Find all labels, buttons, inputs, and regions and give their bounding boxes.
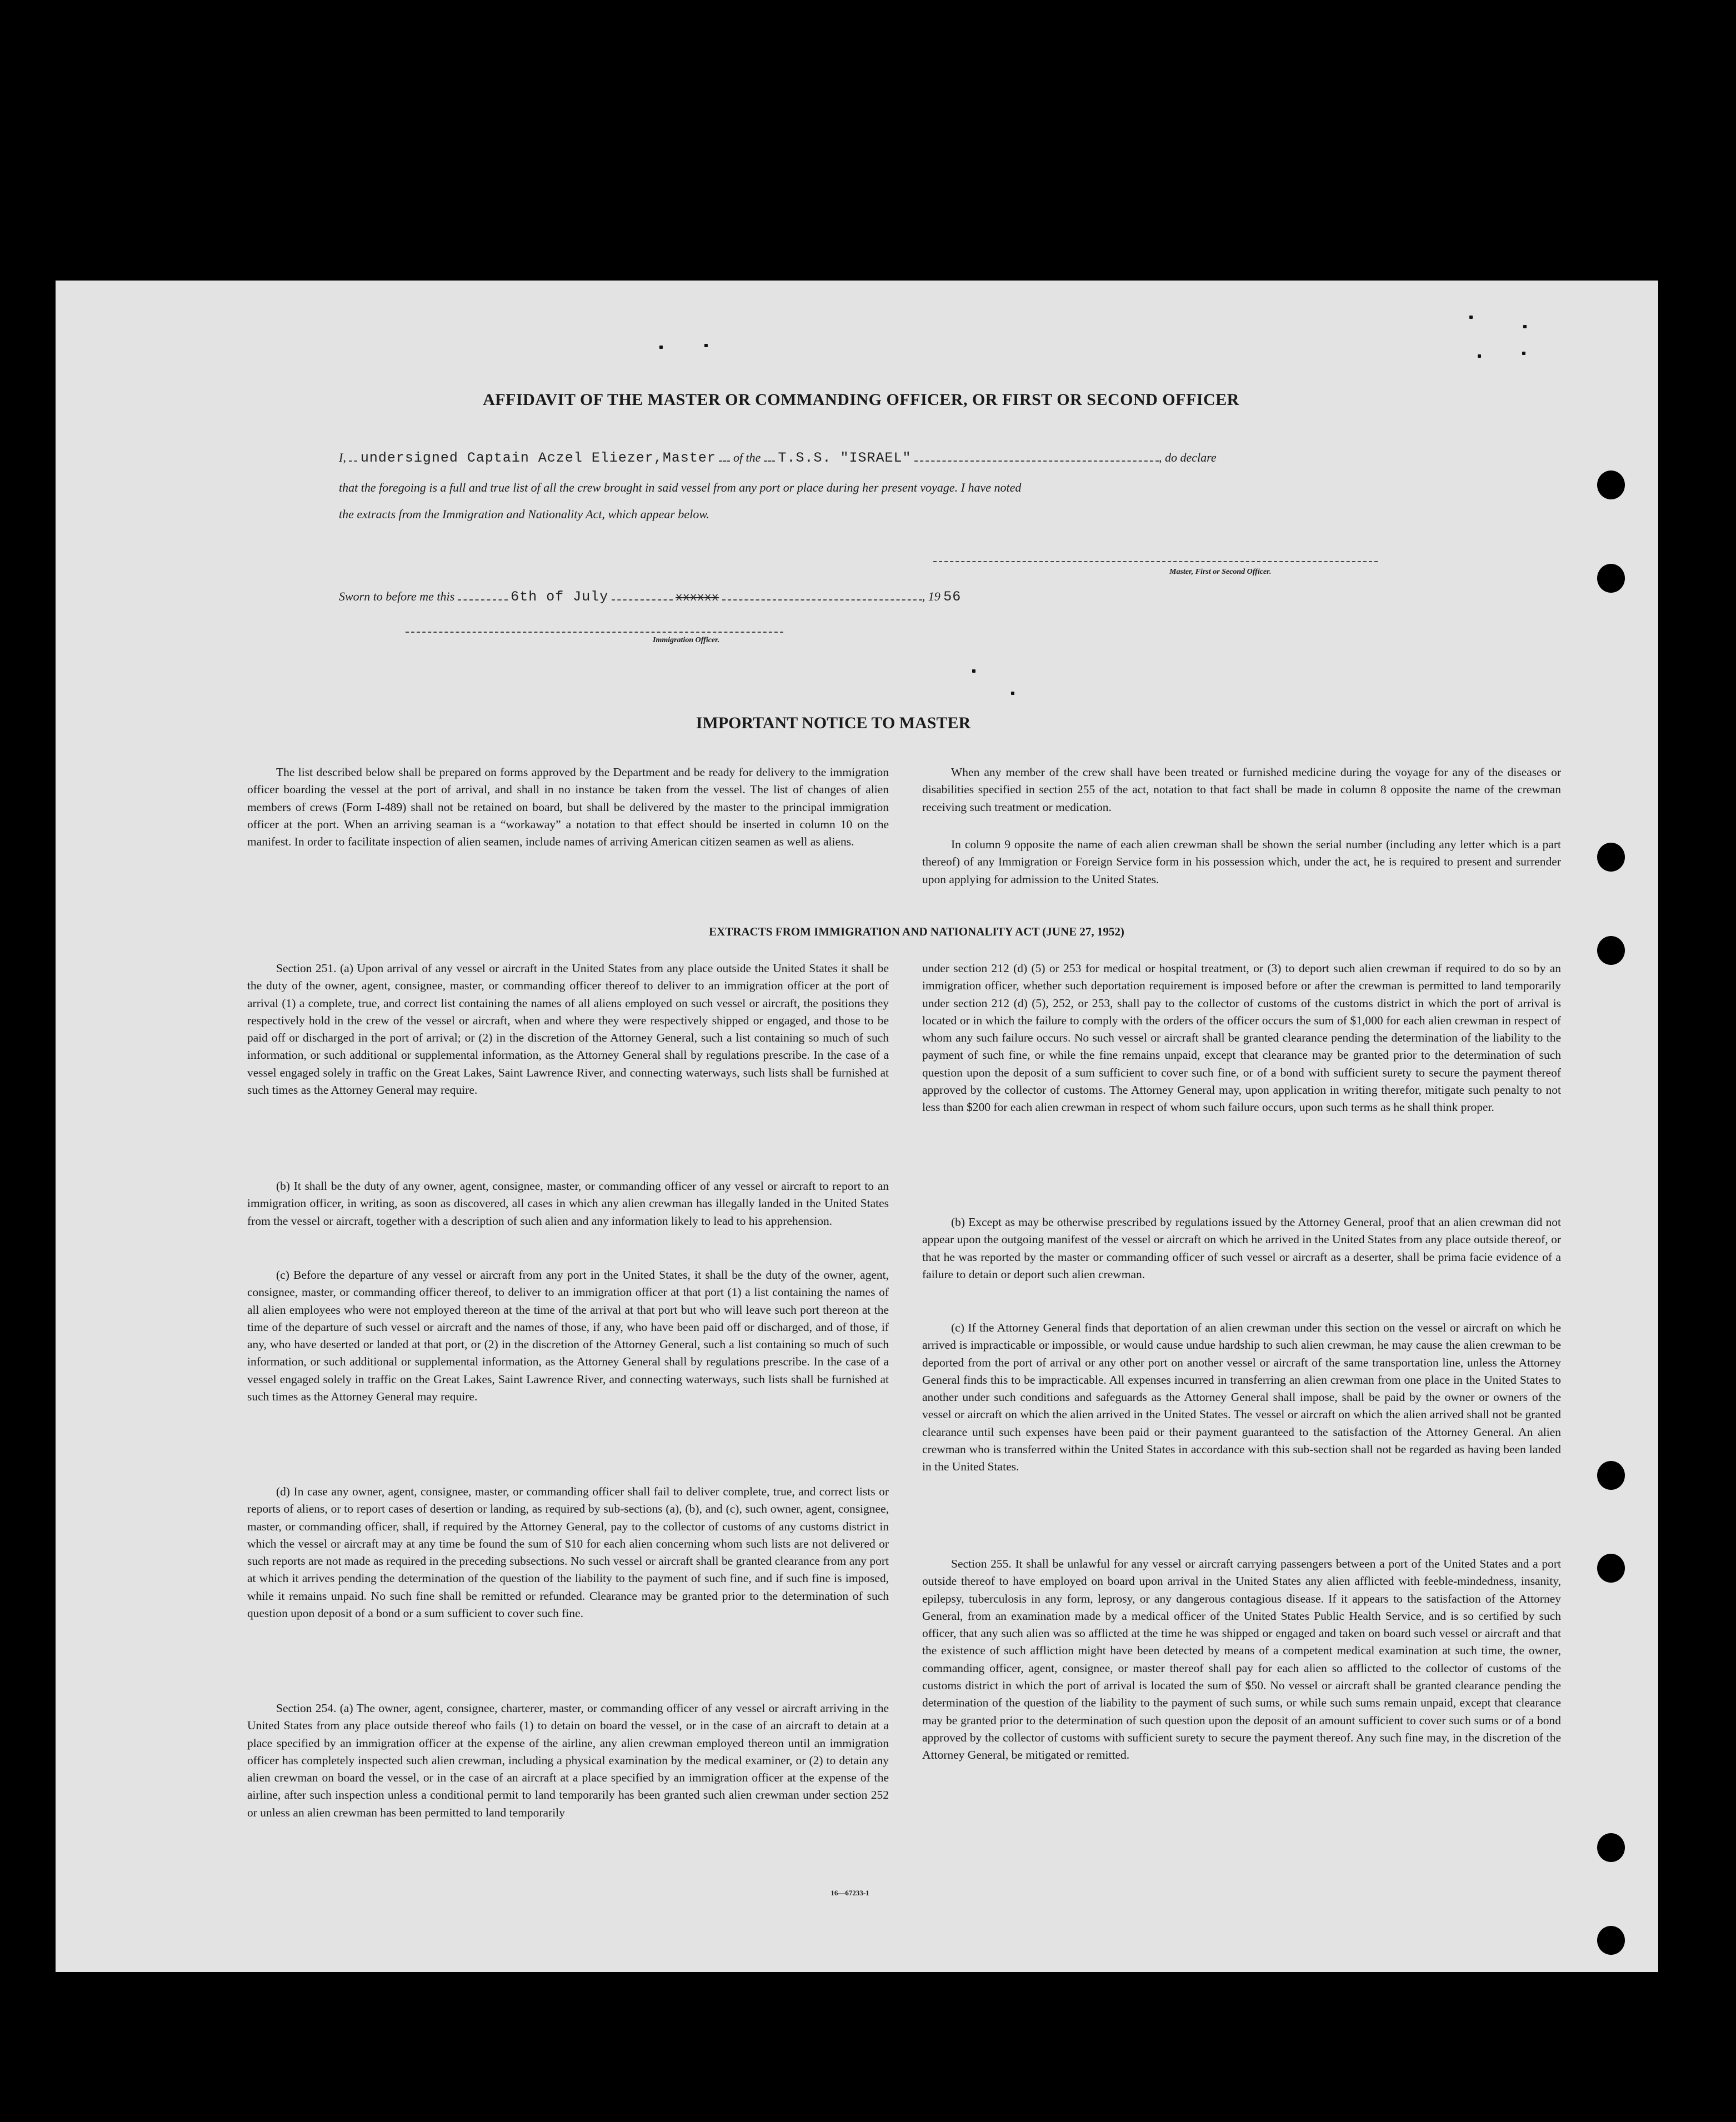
punch-hole xyxy=(1597,564,1625,593)
notice-right-paragraph: When any member of the crew shall have been treated or furnished medicine during the voyage for any of the diseases or disabilities specified in section 255 of the act, notation to that fact shall be made in column 8 opposite the name of the crewman receiving such treatment or medication. xyxy=(922,765,1561,814)
scan-speck xyxy=(659,346,663,349)
year-value: 56 xyxy=(943,589,962,605)
do-declare-label: do declare xyxy=(1164,451,1217,464)
scan-speck xyxy=(1478,354,1481,358)
sworn-date: 6th of July xyxy=(511,589,609,605)
master-signature-caption: Master, First or Second Officer. xyxy=(1169,568,1272,576)
punch-hole xyxy=(1597,843,1625,872)
scan-speck xyxy=(704,344,708,347)
immigration-officer-line xyxy=(406,632,783,633)
scan-speck xyxy=(1011,692,1014,695)
affidavit-title: AFFIDAVIT OF THE MASTER OR COMMANDING OFFICER, OR FIRST OR SECOND OFFICER xyxy=(483,391,1239,409)
notice-right-paragraph: In column 9 opposite the name of each alien crewman shall be shown the serial number (including any letter which is a part thereof) of any Immigration or Foreign Service form in his possession which, under the act, he is required to present and surrender upon applying for admission to the United States. xyxy=(922,838,1561,886)
section-255: Section 255. It shall be unlawful for any vessel or aircraft carrying passengers between a port of the United States and a port outside thereof to have employed on board upon arrival in the United States any alien afflicted with feeble-mindedness, insanity, epilepsy, tuberculosis in any form, leprosy, or any dangerous contagious disease. If it appears to the satisfaction of the Attorney General, from an examination made by a medical officer of the United States Public Health Service, and is so certified by such officer, that any such alien was so afflicted at the time he was shipped or engaged and taken on board such vessel or aircraft and that the existence of such affliction might have been detected by means of a competent medical examination at such time, the owner, commanding officer, agent, consignee, or master thereof shall pay for each alien so afflicted to the collector of customs of the customs district in which the port of arrival is located the sum of $50. No vessel or aircraft shall be granted clearance pending the determination of the question of the liability to the payment of such sums, or while such sums remain unpaid, except that clearance may be granted prior to the determination of such question upon the deposit of an amount sufficient to cover such sums or of a bond approved by the collector of customs with sufficient surety to secure the payment thereof. Any such fine may, in the discretion of the Attorney General, be mitigated or remitted. xyxy=(922,1557,1561,1762)
section-254b: (b) Except as may be otherwise prescribed by regulations issued by the Attorney General, proof that an alien crewman did not appear upon the outgoing manifest of the vessel or aircraft on which he arrived in the United States from any place outside thereof, or that he was reported by the master or commanding officer of such vessel or aircraft as a deserter, shall be prima facie evidence of a failure to detain or deport such alien crewman. xyxy=(922,1215,1561,1281)
scan-speck xyxy=(972,669,975,673)
declaration-text: the extracts from the Immigration and Nationality Act, which appear below. xyxy=(339,507,709,521)
section-251b: (b) It shall be the duty of any owner, agent, consignee, master, or commanding officer of any vessel or aircraft to report to an immigration officer, in writing, as soon as discovered, all cases in which any alien crewman has illegally landed in the United States from the vessel or aircraft, together with a description of such alien and any information likely to lead to his apprehension. xyxy=(247,1179,889,1228)
section-251c: (c) Before the departure of any vessel or aircraft from any port in the United States, it shall be the duty of the owner, agent, consignee, master, or commanding officer thereof, to deliver to an immigration officer at that port (1) a list containing the names of all alien employees who were not employed thereon at the time of the arrival at that port but who will leave such port thereon at the time of the departure of such vessel or aircraft and the names of those, if any, who have been paid off or discharged, and of those, if any, who have deserted or landed at that port, or (2) in the discretion of the Attorney General, such a list containing so much of such information, or such additional or supplemental information, as the Attorney General shall by regulations prescribe. In the case of a vessel engaged solely in traffic on the Great Lakes, Saint Lawrence River, and connecting waterways, such lists shall be furnished at such times as the Attorney General may require. xyxy=(247,1268,889,1404)
sworn-prefix: Sworn to before me this xyxy=(339,589,455,603)
declaration-text: that the foregoing is a full and true list of all the crew brought in said vessel from any port or place during her present voyage. I have noted xyxy=(339,481,1022,494)
punch-hole xyxy=(1597,936,1625,965)
punch-hole xyxy=(1597,1461,1625,1490)
document-sheet xyxy=(56,281,1658,1972)
punch-hole xyxy=(1597,1926,1625,1955)
scan-speck xyxy=(1522,352,1525,355)
immigration-officer-caption: Immigration Officer. xyxy=(653,636,720,644)
form-number: 16—67233-1 xyxy=(831,1889,869,1897)
scan-speck xyxy=(1469,316,1473,319)
scan-speck xyxy=(1523,325,1527,328)
master-signature-line xyxy=(933,561,1378,562)
of-the-label: of the xyxy=(733,451,761,464)
notice-left-paragraph: The list described below shall be prepared on forms approved by the Department and be ready for delivery to the immigration officer boarding the vessel at the port of arrival, and shall in no instance be taken from the vessel. The list of changes of alien members of crews (Form I-489) shall not be retained on board, but shall be delivered by the master to the principal immigration officer at the port. When an arriving seaman is a “workaway” a notation to that effect should be inserted in column 10 on the manifest. In order to facilitate inspection of alien seamen, include names of arriving American citizen seamen as well as aliens. xyxy=(247,765,889,849)
year-prefix: 19 xyxy=(928,589,940,603)
punch-hole xyxy=(1597,1554,1625,1583)
section-251a: Section 251. (a) Upon arrival of any vessel or aircraft in the United States from any place outside the United States it shall be the duty of the owner, agent, consignee, master, or commanding officer thereof to deliver to an immigration officer at the port of arrival (1) a complete, true, and correct list containing the names of all aliens employed on such vessel or aircraft, the positions they respectively hold in the crew of the vessel or aircraft, when and where they were respectively shipped or engaged, and those to be paid off or discharged in the port of arrival; or (2) in the discretion of the Attorney General, such a list containing so much of such information, or such additional or supplemental information, as the Attorney General shall by regulations prescribe. In the case of a vessel engaged solely in traffic on the Great Lakes, Saint Lawrence River, and connecting waterways, such lists shall be furnished at such times as the Attorney General may require. xyxy=(247,962,889,1097)
section-251d: (d) In case any owner, agent, consignee, master, or commanding officer shall fail to deliver complete, true, and correct lists or reports of aliens, or to report cases of desertion or landing, as required by sub-sections (a), (b), and (c), such owner, agent, consignee, master, or commanding officer, shall, if required by the Attorney General, pay to the collector of customs of any customs district in which the vessel or aircraft may at any time be found the sum of $10 for each alien concerning whom such lists are not delivered or such reports are not made as required in the preceding subsections. No such vessel or aircraft shall be granted clearance from any port at which it arrives pending the determination of the question of the liability to the payment of such fine, and if such fine is imposed, while it remains unpaid. No such fine shall be remitted or refunded. Clearance may be granted prior to the determination of such question upon deposit of a bond or a sum sufficient to cover such fine. xyxy=(247,1485,889,1620)
section-254c: (c) If the Attorney General finds that deportation of an alien crewman under this section on the vessel or aircraft on which he arrived is impracticable or impossible, or would cause undue hardship to such alien crewman, he may cause the alien crewman to be deported from the port of arrival or any other port on another vessel or aircraft of the same transportation line, unless the Attorney General finds this to be impracticable. All expenses incurred in transferring an alien crewman from one place in the United States to another under such conditions and safeguards as the Attorney General shall impose, shall be paid by the owner or owners of the vessel or aircraft on which the alien arrived in the United States. The vessel or aircraft on which the alien arrived shall not be granted clearance until such expenses have been paid or their payment guaranteed to the satisfaction of the Attorney General. An alien crewman who is transferred within the United States in accordance with this sub-section shall not be regarded as having been landed in the United States. xyxy=(922,1321,1561,1474)
declaration-line: I, undersigned Captain Aczel Eliezer,Master of the T.S.S. "ISRAEL" , do declare xyxy=(339,450,1217,466)
struck-text: xxxxxx xyxy=(676,592,719,604)
vessel-name: T.S.S. "ISRAEL" xyxy=(778,450,912,466)
punch-hole xyxy=(1597,1833,1625,1862)
extracts-title: EXTRACTS FROM IMMIGRATION AND NATIONALITY ACT (JUNE 27, 1952) xyxy=(709,925,1124,938)
declarant-name: undersigned Captain Aczel Eliezer,Master xyxy=(360,450,716,466)
declaration-prefix: I, xyxy=(339,451,346,464)
notice-title: IMPORTANT NOTICE TO MASTER xyxy=(696,714,971,732)
section-254a: Section 254. (a) The owner, agent, consignee, charterer, master, or commanding officer of any vessel or aircraft arriving in the United States from any place outside thereof who fails (1) to detain on board the vessel, or in the case of an aircraft to detain at a place specified by an immigration officer at the expense of the airline, any alien crewman employed thereon until an immigration officer has completely inspected such alien crewman, including a physical examination by the medical examiner, or (2) to detain any alien crewman on board the vessel, or in the case of an aircraft at a place specified by an immigration officer at the expense of the airline, after such inspection unless a conditional permit to land temporarily has been granted such alien crewman under section 252 or unless an alien crewman has been permitted to land temporarily xyxy=(247,1701,889,1819)
sworn-line: Sworn to before me this 6th of July xxxxxx , 19 56 xyxy=(339,589,962,605)
section-254a-continued: under section 212 (d) (5) or 253 for medical or hospital treatment, or (3) to deport such alien crewman if required to do so by an immigration officer, whether such deportation requirement is imposed before or after the crewman is permitted to land temporarily under section 212 (d) (5), 252, or 253, shall pay to the collector of customs of the customs district in which the port of arrival is located or in which the failure to comply with the orders of the officer occurs the sum of $1,000 for each alien crewman in respect of whom any such failure occurs. No such vessel or aircraft shall be granted clearance pending the determination of the liability to the payment of such fine, or while the fine remains unpaid, except that clearance may be granted prior to the determination of such question upon the deposit of a sum sufficient to cover such fine, or of a bond with sufficient surety to secure the payment thereof approved by the collector of customs. The Attorney General may, upon application in writing therefor, mitigate such penalty to not less than $200 for each alien crewman in respect of whom such failure occurs, upon such terms as he shall think proper. xyxy=(922,962,1561,1114)
punch-hole xyxy=(1597,471,1625,499)
